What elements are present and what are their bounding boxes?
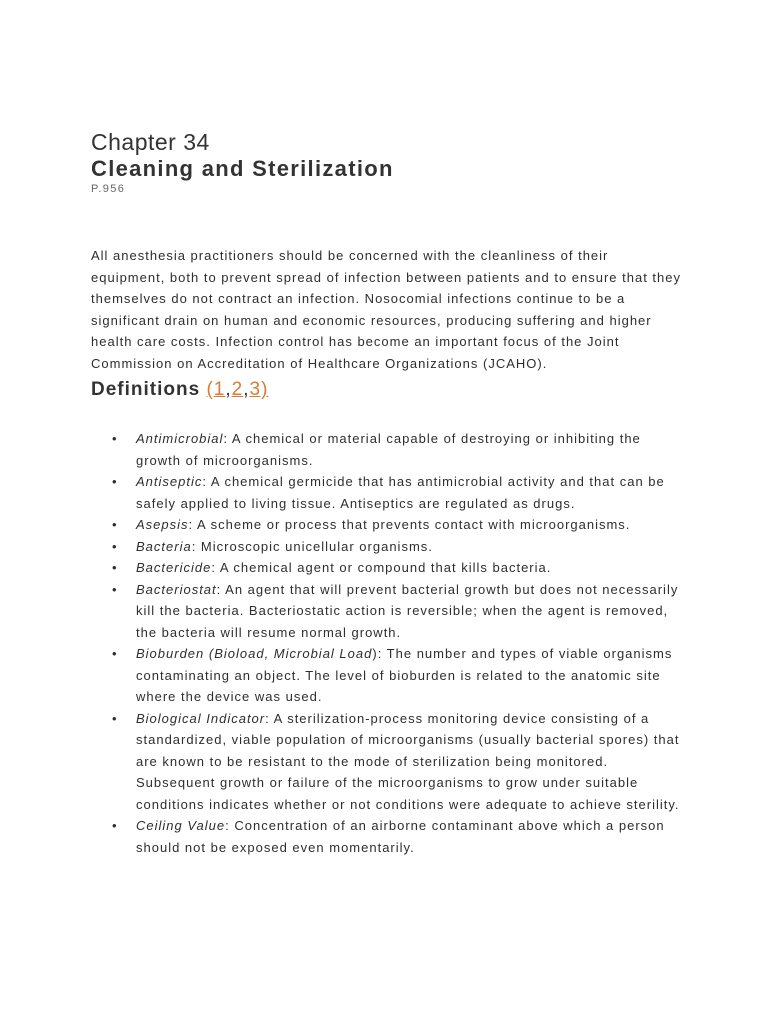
definitions-heading-label: Definitions [91,379,201,400]
definition-term: Biological Indicator [136,710,266,726]
page-reference: P.956 [91,183,126,195]
bullet-icon: • [112,431,118,446]
definition-text: ): The number and types of viable organisms contaminating an object. The level of bioburden is related to the anatomic site where the device was used. [136,646,673,704]
definition-text: : Concentration of an airborne contaminant above which a person should not be exposed even momentarily. [136,818,665,855]
definition-item [91,815,681,858]
bullet-icon: • [112,581,118,597]
chapter-number: Chapter 34 [91,129,210,155]
definition-term: Antimicrobial [136,431,224,446]
reference-links [206,379,268,400]
intro-paragraph: All anesthesia practitioners should be concerned with the cleanliness of their equipment, both to prevent spread of infection between patients and to ensure that they themselves do not contract an infection. Nosocomial infections continue to be a significant drain on human and economic resources, producing suffering and higher health care costs. Infection control has become an important focus of the Joint Commission on Accreditation of Healthcare Organizations (JCAHO). [91,248,682,371]
definitions-list [91,428,681,858]
definition-item [91,557,681,579]
definition-term: Bioburden (Bioload, Microbial Load [136,646,373,661]
definition-item [91,514,681,536]
reference-separator: , [225,379,232,400]
bullet-icon: • [112,474,118,489]
bullet-icon: • [112,646,118,661]
chapter-title: Cleaning and Sterilization [91,156,394,181]
definition-item [91,643,681,708]
definition-term: Antiseptic [136,474,203,489]
reference-link-1[interactable]: 1 [213,379,226,400]
definition-item [91,536,681,558]
bullet-icon: • [112,538,118,554]
definition-term: Ceiling Value [136,818,226,833]
definition-term: Asepsis [136,517,189,532]
reference-link-open[interactable]: ( [206,379,214,400]
definition-term: Bacteriostat [136,581,217,597]
definition-text: : A sterilization-process monitoring device consisting of a standardized, viable population of microorganisms (usually bacterial spores) that are known to be resistant to the mode of sterilization being monitored. Subsequent growth or failure of the microorganisms to grow under suitable conditions indicates whether or not conditions were adequate to achieve sterility. [136,710,680,812]
definition-term: Bactericide [136,560,212,575]
definition-item [91,579,681,644]
reference-separator: , [243,379,250,400]
document-page [91,128,681,858]
definition-text: : A scheme or process that prevents contact with microorganisms. [188,517,631,532]
bullet-icon: • [112,560,118,575]
definition-item [91,428,681,471]
definition-text: : Microscopic unicellular organisms. [191,538,433,554]
definition-item [91,471,681,514]
reference-link-2[interactable]: 2 [231,379,244,400]
bullet-icon: • [112,818,118,833]
definition-text: : A chemical germicide that has antimicrobial activity and that can be safely applied to living tissue. Antiseptics are regulated as drugs. [136,474,665,511]
definition-text: : A chemical agent or compound that kills bacteria. [211,560,552,575]
bullet-icon: • [112,517,118,532]
definitions-heading [91,377,681,403]
reference-link-3[interactable]: 3) [249,379,269,400]
definition-item [91,708,681,816]
definition-text: : An agent that will prevent bacterial growth but does not necessarily kill the bacteria. Bacteriostatic action is reversible; when the agent is removed, the bacteria will resume normal growth. [136,581,679,640]
definition-text: : A chemical or material capable of destroying or inhibiting the growth of microorganisms. [136,431,641,468]
definition-term: Bacteria [136,538,192,554]
bullet-icon: • [112,710,118,726]
